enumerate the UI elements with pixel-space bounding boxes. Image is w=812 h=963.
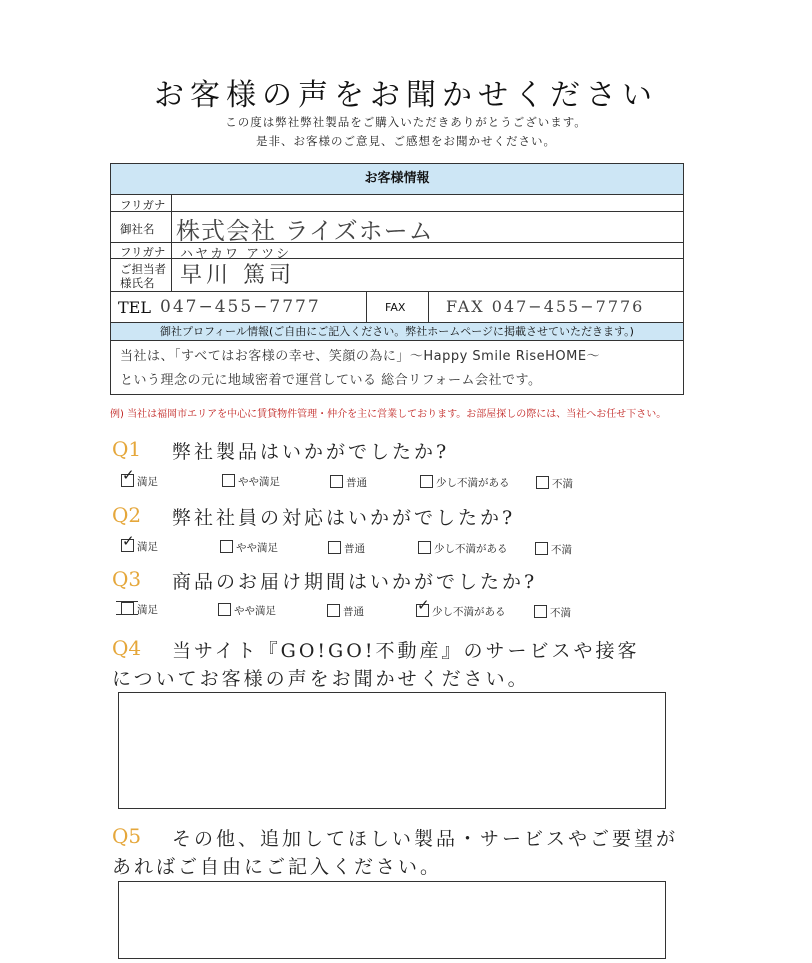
q1-option-2[interactable]: やや満足 xyxy=(222,474,280,489)
q5-line-2: あればご自由にご記入ください。 xyxy=(112,856,443,878)
q2-option-4[interactable]: 少し不満がある xyxy=(418,541,508,556)
q4-line-2: についてお客様の声をお聞かせください。 xyxy=(112,668,530,690)
example-note: 例) 当社は福岡市エリアを中心に賃貸物件管理・仲介を主に営業しております。お部屋探しの際には、当社へお任せ下さい。 xyxy=(110,409,667,420)
checkbox[interactable] xyxy=(534,605,547,618)
furigana2-value: ハヤカワ アツシ xyxy=(180,247,292,262)
page-title: お客様の声をお聞かせください xyxy=(154,78,658,113)
q2-label: Q2 xyxy=(112,503,142,527)
profile-line-2: という理念の元に地域密着で運営している 総合リフォーム会社です。 xyxy=(120,373,542,388)
row-divider xyxy=(111,291,683,292)
tel-value: 047−455−7777 xyxy=(160,297,321,317)
q1-option-3[interactable]: 普通 xyxy=(330,475,367,490)
furigana-label: フリガナ xyxy=(120,198,166,212)
company-label: 御社名 xyxy=(120,222,155,236)
checkbox[interactable] xyxy=(220,540,233,553)
q4-answer-box[interactable] xyxy=(118,692,666,809)
fax-label: FAX xyxy=(385,301,406,314)
q3-option-1[interactable]: 満足 xyxy=(121,602,158,617)
q1-option-5[interactable]: 不満 xyxy=(536,476,573,491)
q1-option-4[interactable]: 少し不満がある xyxy=(420,475,510,490)
q5-label: Q5 xyxy=(112,824,142,848)
furigana2-label: フリガナ xyxy=(120,245,166,259)
q5-line-1: その他、追加してほしい製品・サービスやご要望が xyxy=(172,828,679,850)
q2-option-3[interactable]: 普通 xyxy=(328,541,365,556)
q2-option-5[interactable]: 不満 xyxy=(535,542,572,557)
checkbox[interactable] xyxy=(535,542,548,555)
q3-option-5[interactable]: 不満 xyxy=(534,605,571,620)
check-mark-icon: ✓ xyxy=(122,466,135,484)
intro-line-1: この度は弊社弊社製品をご購入いただきありがとうございます。 xyxy=(225,115,587,129)
contact-label-1: ご担当者 xyxy=(120,262,166,276)
profile-line-1: 当社は、「すべてはお客様の幸せ、笑顔の為に」～Happy Smile RiseHOME～ xyxy=(120,349,601,364)
q3-label: Q3 xyxy=(112,567,142,591)
column-divider xyxy=(366,291,367,322)
checkbox[interactable] xyxy=(418,541,431,554)
checkbox[interactable] xyxy=(327,604,340,617)
intro-line-2: 是非、お客様のご意見、ご感想をお聞かせください。 xyxy=(256,134,556,148)
q4-label: Q4 xyxy=(112,636,142,660)
q3-option-4[interactable]: 少し不満がある xyxy=(416,604,506,619)
q3-text: 商品のお届け期間はいかがでしたか? xyxy=(172,571,538,593)
q2-option-2[interactable]: やや満足 xyxy=(220,540,278,555)
q1-text: 弊社製品はいかがでしたか? xyxy=(172,441,450,463)
q1-option-1[interactable]: 満足 xyxy=(121,474,158,489)
column-divider xyxy=(171,194,172,291)
checkbox[interactable] xyxy=(222,474,235,487)
company-value: 株式会社 ライズホーム xyxy=(176,217,434,245)
checkbox[interactable] xyxy=(218,603,231,616)
checkbox[interactable] xyxy=(536,476,549,489)
q2-text: 弊社社員の対応はいかがでしたか? xyxy=(172,507,516,529)
profile-header: 御社プロフィール情報(ご自由にご記入ください。弊社ホームページに掲載させていただきます。) xyxy=(111,322,683,341)
customer-info-header: お客様情報 xyxy=(111,164,683,195)
check-mark-icon: ✓ xyxy=(417,596,430,614)
contact-value: 早川 篤司 xyxy=(180,263,295,288)
fax-value: FAX 047−455−7776 xyxy=(446,297,645,316)
checkbox[interactable] xyxy=(330,475,343,488)
q3-option-3[interactable]: 普通 xyxy=(327,604,364,619)
q2-option-1[interactable]: 満足 xyxy=(121,539,158,554)
contact-label-2: 様氏名 xyxy=(120,276,155,290)
strike-mark xyxy=(116,601,138,615)
q5-answer-box[interactable] xyxy=(118,881,666,959)
column-divider xyxy=(428,291,429,322)
q4-line-1: 当サイト『GO!GO!不動産』のサービスや接客 xyxy=(172,640,640,662)
q3-option-2[interactable]: やや満足 xyxy=(218,603,276,618)
checkbox[interactable] xyxy=(328,541,341,554)
tel-label: TEL xyxy=(118,298,151,317)
checkbox[interactable] xyxy=(420,475,433,488)
check-mark-icon: ✓ xyxy=(122,532,135,550)
q1-label: Q1 xyxy=(112,437,142,461)
